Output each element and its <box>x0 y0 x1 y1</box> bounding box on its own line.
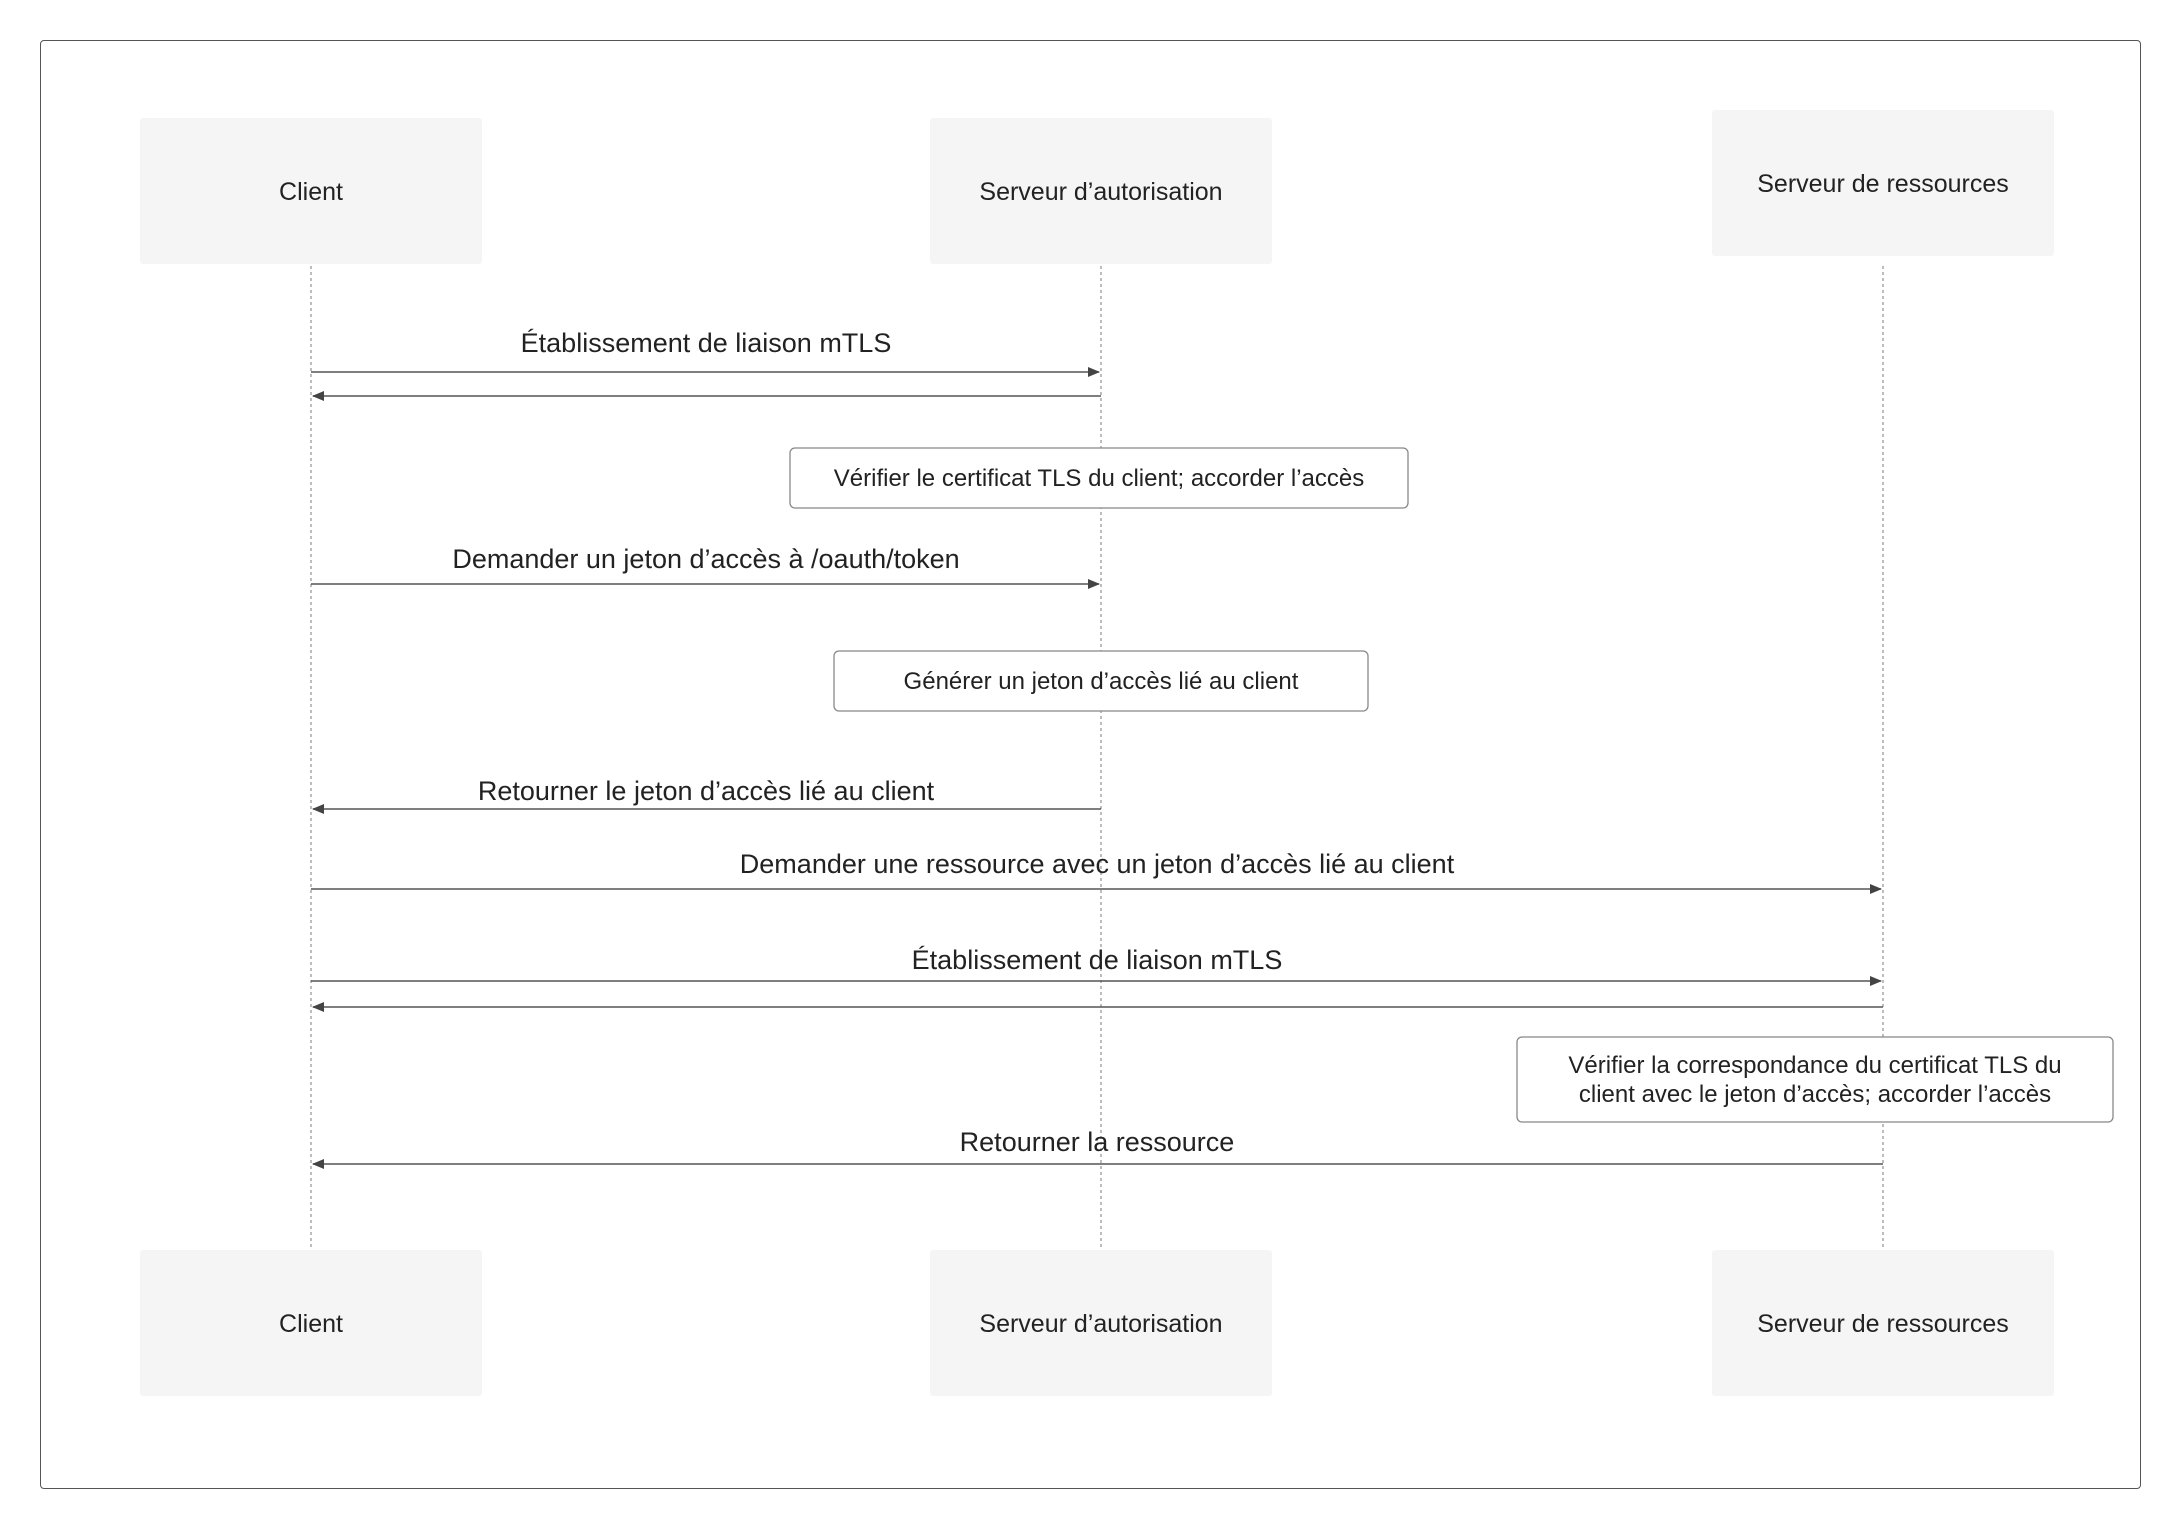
note-box <box>1517 1037 2113 1122</box>
note-2 <box>834 651 1368 711</box>
note-1 <box>790 448 1408 508</box>
note-text-line: client avec le jeton d’accès; accorder l’accès <box>1578 1081 2052 1108</box>
message-label: Établissement de liaison mTLS <box>911 945 1283 975</box>
message-8 <box>313 1127 1883 1164</box>
note-text-line: Vérifier le certificat TLS du client; accorder l’accès <box>833 465 1365 492</box>
actor-label: Serveur de ressources <box>1757 170 2009 198</box>
message-label: Demander un jeton d’accès à /oauth/token <box>452 544 960 574</box>
actor-resource-bottom <box>1712 1250 2054 1396</box>
actor-resource-top <box>1712 110 2054 256</box>
actor-label: Client <box>279 1310 343 1338</box>
actor-auth-bottom <box>930 1250 1272 1396</box>
message-label: Demander une ressource avec un jeton d’accès lié au client <box>739 849 1455 879</box>
message-3 <box>311 544 1099 584</box>
actor-auth-top <box>930 118 1272 264</box>
actor-label: Client <box>279 178 343 206</box>
message-6 <box>311 945 1881 981</box>
actor-client-top <box>140 118 482 264</box>
message-4 <box>313 776 1101 809</box>
actor-client-bottom <box>140 1250 482 1396</box>
message-label: Retourner le jeton d’accès lié au client <box>477 776 935 806</box>
note-text-line: Générer un jeton d’accès lié au client <box>903 668 1299 695</box>
message-label: Retourner la ressource <box>959 1127 1235 1157</box>
actor-label: Serveur d’autorisation <box>979 178 1223 206</box>
note-text-line: Vérifier la correspondance du certificat TLS du <box>1568 1052 2062 1079</box>
note-3 <box>1517 1037 2113 1122</box>
message-label: Établissement de liaison mTLS <box>520 328 892 358</box>
actor-label: Serveur de ressources <box>1757 1310 2009 1338</box>
actor-label: Serveur d’autorisation <box>979 1310 1223 1338</box>
message-1 <box>311 328 1099 372</box>
message-5 <box>311 849 1881 889</box>
